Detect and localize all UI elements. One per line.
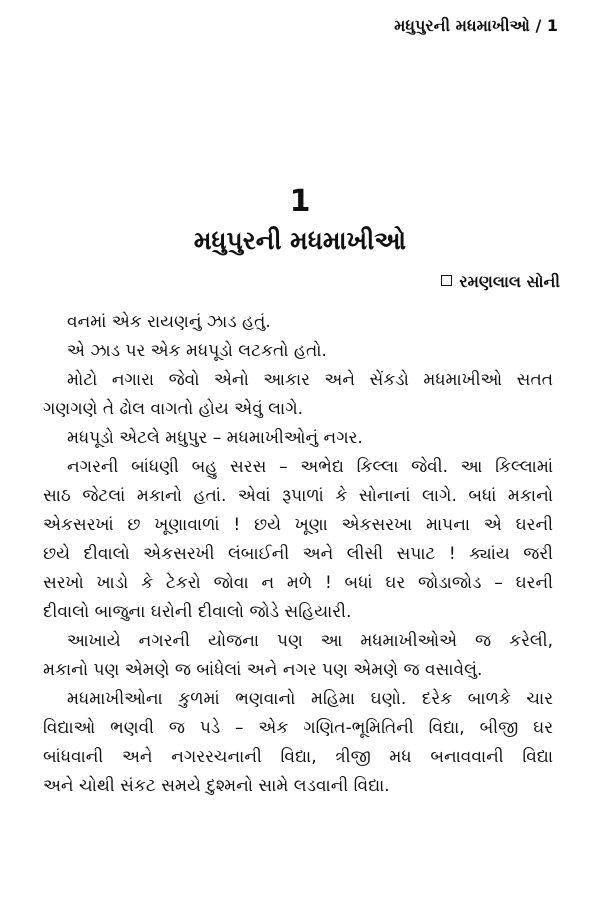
paragraph [43,308,553,337]
text-line: વિદ્યાઓ ભણવી જ પડે – એક ગણિત-ભૂમિતિની વિદ્યા, બીજી ઘર [43,718,553,738]
body-text [43,308,553,801]
running-head: મધુપુરની મધમાખીઓ / 1 [394,16,558,35]
paragraph [43,424,553,453]
paragraph [43,453,553,627]
text-line: એ ઝાડ પર એક મધપૂડો લટકતો હતો. [67,341,327,361]
paragraph [43,366,553,424]
text-line: મધપૂડો એટલે મધુપુર – મધમાખીઓનું નગર. [67,428,363,448]
paragraph [43,337,553,366]
text-line: નગરની બાંધણી બહુ સરસ – અભેદ્ય કિલ્લા જેવી. આ કિલ્લામાં [67,457,553,477]
text-line: આખાયે નગરની યોજના પણ આ મધમાખીઓએ જ કરેલી, [67,631,553,651]
text-line: સાઠ જેટલાં મકાનો હતાં. એવાં રૂપાળાં કે સોનાનાં લાગે. બધાં મકાનો [43,486,553,506]
bullet-square-icon [441,275,452,286]
text-line: મોટો નગારા જેવો એનો આકાર અને સેંકડો મધમાખીઓ સતત [67,370,553,390]
text-line: છયે દીવાલો એકસરખી લંબાઈની અને લીસી સપાટ ! ક્યાંય જરી [43,544,553,564]
text-line: અને ચોથી સંકટ સમયે દુશ્મનો સામે લડવાની વિદ્યા. [43,776,390,796]
text-line: ગણગણે તે ઢોલ વાગતો હોય એવું લાગે. [43,399,304,419]
text-line: દીવાલો બાજુના ઘરોની દીવાલો જોડે સહિયારી. [43,602,352,622]
paragraph [43,627,553,685]
paragraph [43,685,553,801]
author-line [441,272,560,292]
text-line: સરખો ખાડો કે ટેકરો જોવા ન મળે ! બધાં ઘર જોડાજોડ – ઘરની [43,573,553,593]
text-line: મકાનો પણ એમણે જ બાંધેલાં અને નગર પણ એમણે જ વસાવેલું. [43,660,483,680]
text-line: એકસરખાં છ ખૂણાવાળાં ! છયે ખૂણા એકસરખા માપના એ ઘરની [43,515,553,535]
chapter-title: મધુપુરની મધમાખીઓ [193,226,407,255]
author-name: રમણલાલ સોની [459,272,560,291]
text-line: મધમાખીઓના કુળમાં ભણવાનો મહિમા ઘણો. દરેક બાળકે ચાર [67,689,553,709]
text-line: વનમાં એક રાયણનું ઝાડ હતું. [67,312,271,332]
text-line: બાંધવાની અને નગરરચનાની વિદ્યા, ત્રીજી મધ બનાવવાની વિદ્યા [43,747,553,767]
chapter-number: 1 [289,184,311,219]
